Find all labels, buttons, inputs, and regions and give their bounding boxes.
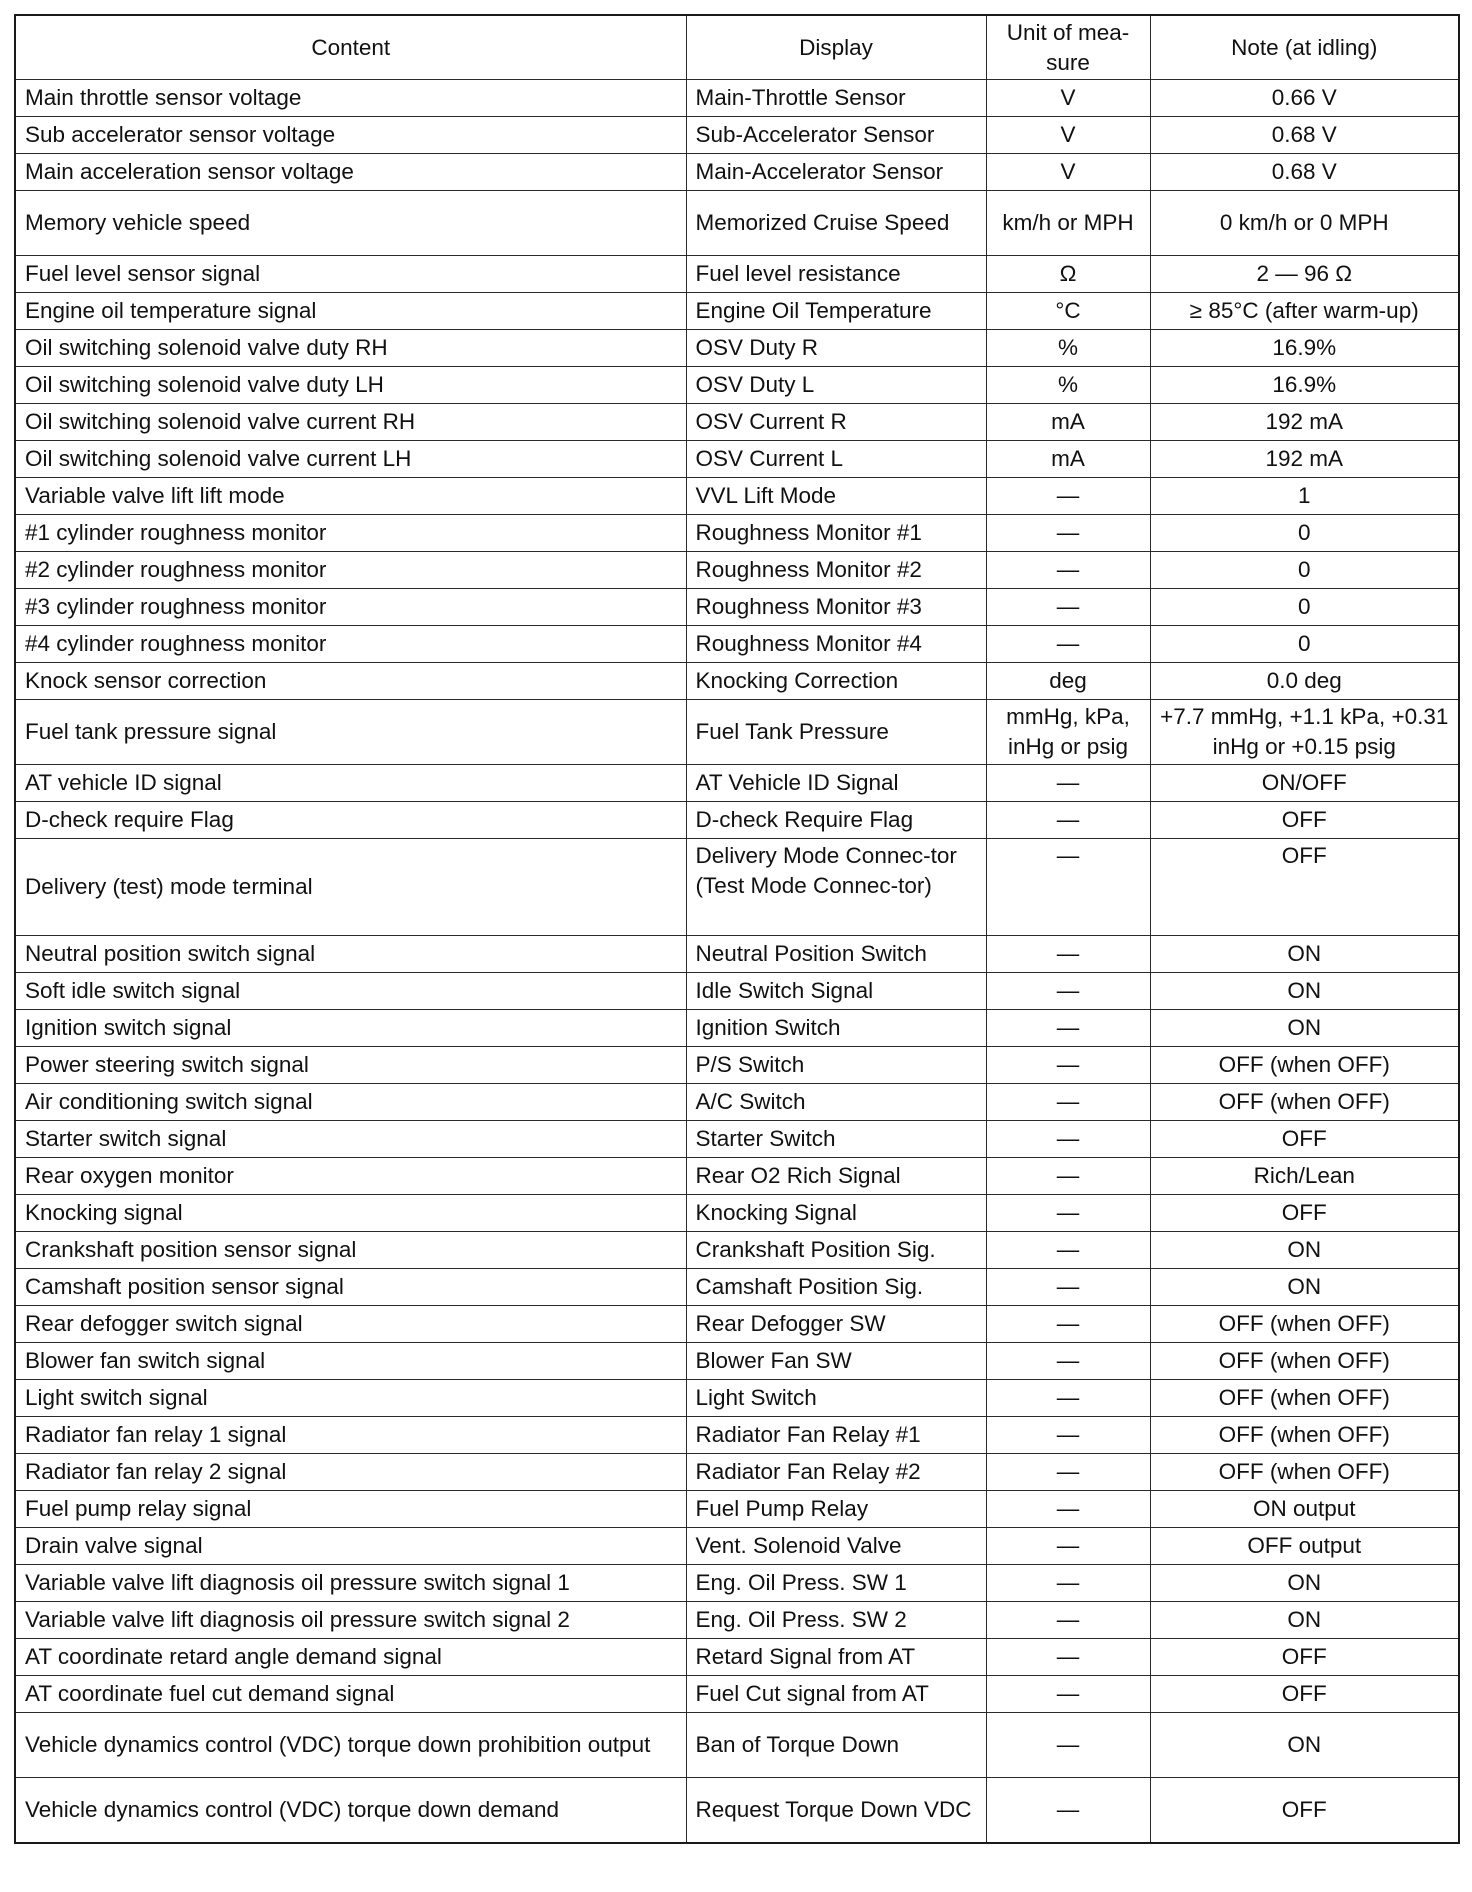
- table-row: [15, 700, 1459, 765]
- cell-content: Drain valve signal: [15, 1528, 686, 1565]
- cell-unit: °C: [986, 293, 1150, 330]
- table-row: [15, 441, 1459, 478]
- cell-display: OSV Duty L: [686, 367, 986, 404]
- cell-content: Knock sensor correction: [15, 663, 686, 700]
- cell-content: Variable valve lift diagnosis oil pressure switch signal 1: [15, 1565, 686, 1602]
- cell-display: Eng. Oil Press. SW 2: [686, 1602, 986, 1639]
- cell-note: OFF output: [1150, 1528, 1459, 1565]
- cell-display: Eng. Oil Press. SW 1: [686, 1565, 986, 1602]
- table-row: [15, 552, 1459, 589]
- cell-display: Request Torque Down VDC: [686, 1778, 986, 1844]
- cell-content: #2 cylinder roughness monitor: [15, 552, 686, 589]
- cell-unit: —: [986, 973, 1150, 1010]
- cell-note: OFF: [1150, 1778, 1459, 1844]
- cell-content: AT coordinate retard angle demand signal: [15, 1639, 686, 1676]
- cell-unit: %: [986, 330, 1150, 367]
- table-row: [15, 1010, 1459, 1047]
- cell-display: Engine Oil Temperature: [686, 293, 986, 330]
- cell-note: 0: [1150, 515, 1459, 552]
- cell-unit: —: [986, 515, 1150, 552]
- cell-note: 0.68 V: [1150, 154, 1459, 191]
- cell-display: Starter Switch: [686, 1121, 986, 1158]
- cell-content: Main throttle sensor voltage: [15, 80, 686, 117]
- cell-unit: mA: [986, 441, 1150, 478]
- table-row: [15, 1713, 1459, 1778]
- table-row: [15, 1602, 1459, 1639]
- cell-unit: V: [986, 80, 1150, 117]
- table-row: [15, 1121, 1459, 1158]
- cell-unit: —: [986, 1084, 1150, 1121]
- cell-content: Knocking signal: [15, 1195, 686, 1232]
- cell-display: Roughness Monitor #3: [686, 589, 986, 626]
- cell-content: Sub accelerator sensor voltage: [15, 117, 686, 154]
- cell-note: OFF (when OFF): [1150, 1343, 1459, 1380]
- cell-unit: —: [986, 1306, 1150, 1343]
- cell-unit: —: [986, 1047, 1150, 1084]
- header-row: [15, 15, 1459, 80]
- table-row: [15, 1528, 1459, 1565]
- cell-unit: Ω: [986, 256, 1150, 293]
- cell-display: Memorized Cruise Speed: [686, 191, 986, 256]
- table-row: [15, 191, 1459, 256]
- cell-content: #4 cylinder roughness monitor: [15, 626, 686, 663]
- cell-note: 2 — 96 Ω: [1150, 256, 1459, 293]
- cell-display: Radiator Fan Relay #2: [686, 1454, 986, 1491]
- cell-note: 0 km/h or 0 MPH: [1150, 191, 1459, 256]
- cell-note: 1: [1150, 478, 1459, 515]
- cell-display: OSV Current L: [686, 441, 986, 478]
- cell-content: Variable valve lift lift mode: [15, 478, 686, 515]
- cell-note: OFF: [1150, 1639, 1459, 1676]
- cell-display: Main-Accelerator Sensor: [686, 154, 986, 191]
- cell-note: OFF (when OFF): [1150, 1380, 1459, 1417]
- header-note: Note (at idling): [1150, 15, 1459, 80]
- cell-unit: —: [986, 626, 1150, 663]
- cell-display: D-check Require Flag: [686, 802, 986, 839]
- cell-note: ON output: [1150, 1491, 1459, 1528]
- cell-note: 16.9%: [1150, 330, 1459, 367]
- cell-note: 16.9%: [1150, 367, 1459, 404]
- cell-unit: —: [986, 802, 1150, 839]
- table-row: [15, 1565, 1459, 1602]
- table-row: [15, 973, 1459, 1010]
- table-row: [15, 256, 1459, 293]
- cell-unit: deg: [986, 663, 1150, 700]
- cell-display: Vent. Solenoid Valve: [686, 1528, 986, 1565]
- cell-unit: —: [986, 589, 1150, 626]
- cell-note: ON: [1150, 1565, 1459, 1602]
- cell-content: Radiator fan relay 2 signal: [15, 1454, 686, 1491]
- cell-unit: V: [986, 154, 1150, 191]
- cell-content: Camshaft position sensor signal: [15, 1269, 686, 1306]
- table-row: [15, 765, 1459, 802]
- table-row: [15, 1306, 1459, 1343]
- cell-display: Fuel Pump Relay: [686, 1491, 986, 1528]
- cell-unit: —: [986, 1195, 1150, 1232]
- document-page: [14, 14, 1458, 1844]
- cell-display: VVL Lift Mode: [686, 478, 986, 515]
- cell-note: ON: [1150, 936, 1459, 973]
- cell-content: Memory vehicle speed: [15, 191, 686, 256]
- cell-display: Blower Fan SW: [686, 1343, 986, 1380]
- cell-display: Main-Throttle Sensor: [686, 80, 986, 117]
- table-row: [15, 1269, 1459, 1306]
- cell-note: 0: [1150, 589, 1459, 626]
- cell-display: A/C Switch: [686, 1084, 986, 1121]
- cell-unit: —: [986, 1158, 1150, 1195]
- table-row: [15, 839, 1459, 936]
- cell-unit: —: [986, 1778, 1150, 1844]
- cell-unit: mA: [986, 404, 1150, 441]
- cell-unit: %: [986, 367, 1150, 404]
- table-row: [15, 1084, 1459, 1121]
- cell-unit: —: [986, 1639, 1150, 1676]
- cell-unit: —: [986, 839, 1150, 936]
- cell-unit: —: [986, 1269, 1150, 1306]
- cell-unit: —: [986, 478, 1150, 515]
- cell-note: ≥ 85°C (after warm-up): [1150, 293, 1459, 330]
- cell-note: 0: [1150, 552, 1459, 589]
- cell-note: OFF (when OFF): [1150, 1047, 1459, 1084]
- cell-display: Delivery Mode Connec-tor (Test Mode Connec-tor): [686, 839, 986, 936]
- table-row: [15, 936, 1459, 973]
- cell-unit: —: [986, 1232, 1150, 1269]
- table-row: [15, 404, 1459, 441]
- cell-unit: V: [986, 117, 1150, 154]
- cell-note: OFF: [1150, 1121, 1459, 1158]
- table-row: [15, 1343, 1459, 1380]
- cell-display: Fuel level resistance: [686, 256, 986, 293]
- cell-content: Oil switching solenoid valve current RH: [15, 404, 686, 441]
- cell-display: Fuel Tank Pressure: [686, 700, 986, 765]
- cell-display: Crankshaft Position Sig.: [686, 1232, 986, 1269]
- cell-content: Engine oil temperature signal: [15, 293, 686, 330]
- table-row: [15, 367, 1459, 404]
- cell-unit: —: [986, 1121, 1150, 1158]
- cell-content: Starter switch signal: [15, 1121, 686, 1158]
- table-row: [15, 1232, 1459, 1269]
- cell-note: OFF (when OFF): [1150, 1454, 1459, 1491]
- cell-content: Main acceleration sensor voltage: [15, 154, 686, 191]
- cell-display: AT Vehicle ID Signal: [686, 765, 986, 802]
- cell-display: P/S Switch: [686, 1047, 986, 1084]
- cell-display: OSV Duty R: [686, 330, 986, 367]
- cell-content: Rear defogger switch signal: [15, 1306, 686, 1343]
- table-row: [15, 478, 1459, 515]
- cell-display: Neutral Position Switch: [686, 936, 986, 973]
- table-row: [15, 330, 1459, 367]
- cell-content: Oil switching solenoid valve current LH: [15, 441, 686, 478]
- table-row: [15, 515, 1459, 552]
- cell-content: Vehicle dynamics control (VDC) torque down prohibition output: [15, 1713, 686, 1778]
- cell-display: Roughness Monitor #4: [686, 626, 986, 663]
- cell-content: Rear oxygen monitor: [15, 1158, 686, 1195]
- data-monitor-table: [14, 14, 1460, 1844]
- table-row: [15, 117, 1459, 154]
- cell-content: Fuel tank pressure signal: [15, 700, 686, 765]
- cell-display: Ban of Torque Down: [686, 1713, 986, 1778]
- cell-display: Light Switch: [686, 1380, 986, 1417]
- cell-content: Blower fan switch signal: [15, 1343, 686, 1380]
- cell-unit: —: [986, 1602, 1150, 1639]
- cell-note: 192 mA: [1150, 404, 1459, 441]
- cell-content: Delivery (test) mode terminal: [15, 839, 686, 936]
- cell-display: Radiator Fan Relay #1: [686, 1417, 986, 1454]
- cell-note: +7.7 mmHg, +1.1 kPa, +0.31 inHg or +0.15 psig: [1150, 700, 1459, 765]
- header-unit: Unit of mea-sure: [986, 15, 1150, 80]
- cell-note: OFF (when OFF): [1150, 1306, 1459, 1343]
- cell-display: Rear Defogger SW: [686, 1306, 986, 1343]
- table-row: [15, 1491, 1459, 1528]
- cell-unit: —: [986, 1417, 1150, 1454]
- cell-content: Variable valve lift diagnosis oil pressure switch signal 2: [15, 1602, 686, 1639]
- cell-content: Air conditioning switch signal: [15, 1084, 686, 1121]
- cell-unit: —: [986, 765, 1150, 802]
- cell-note: OFF: [1150, 1195, 1459, 1232]
- cell-content: Fuel pump relay signal: [15, 1491, 686, 1528]
- cell-content: Crankshaft position sensor signal: [15, 1232, 686, 1269]
- cell-display: Ignition Switch: [686, 1010, 986, 1047]
- cell-display: Sub-Accelerator Sensor: [686, 117, 986, 154]
- cell-display: Fuel Cut signal from AT: [686, 1676, 986, 1713]
- cell-note: OFF: [1150, 839, 1459, 936]
- cell-note: OFF (when OFF): [1150, 1084, 1459, 1121]
- header-content: Content: [15, 15, 686, 80]
- cell-content: AT vehicle ID signal: [15, 765, 686, 802]
- cell-content: Vehicle dynamics control (VDC) torque down demand: [15, 1778, 686, 1844]
- cell-note: 0: [1150, 626, 1459, 663]
- cell-content: Light switch signal: [15, 1380, 686, 1417]
- cell-note: ON: [1150, 1010, 1459, 1047]
- table-row: [15, 802, 1459, 839]
- cell-unit: —: [986, 552, 1150, 589]
- cell-unit: mmHg, kPa, inHg or psig: [986, 700, 1150, 765]
- cell-note: ON: [1150, 973, 1459, 1010]
- table-row: [15, 1047, 1459, 1084]
- table-row: [15, 1380, 1459, 1417]
- cell-note: 0.66 V: [1150, 80, 1459, 117]
- cell-unit: —: [986, 1491, 1150, 1528]
- cell-content: #3 cylinder roughness monitor: [15, 589, 686, 626]
- cell-display: Retard Signal from AT: [686, 1639, 986, 1676]
- header-display: Display: [686, 15, 986, 80]
- table-row: [15, 154, 1459, 191]
- table-row: [15, 1639, 1459, 1676]
- table-row: [15, 80, 1459, 117]
- cell-unit: —: [986, 1676, 1150, 1713]
- cell-unit: —: [986, 1380, 1150, 1417]
- cell-unit: —: [986, 1565, 1150, 1602]
- cell-note: OFF (when OFF): [1150, 1417, 1459, 1454]
- table-row: [15, 1417, 1459, 1454]
- cell-content: Radiator fan relay 1 signal: [15, 1417, 686, 1454]
- cell-unit: km/h or MPH: [986, 191, 1150, 256]
- cell-unit: —: [986, 1010, 1150, 1047]
- cell-content: Oil switching solenoid valve duty RH: [15, 330, 686, 367]
- cell-display: Knocking Signal: [686, 1195, 986, 1232]
- cell-unit: —: [986, 1713, 1150, 1778]
- table-row: [15, 1778, 1459, 1844]
- cell-content: Neutral position switch signal: [15, 936, 686, 973]
- cell-content: AT coordinate fuel cut demand signal: [15, 1676, 686, 1713]
- cell-note: ON: [1150, 1713, 1459, 1778]
- table-row: [15, 589, 1459, 626]
- table-row: [15, 1158, 1459, 1195]
- cell-note: ON: [1150, 1602, 1459, 1639]
- cell-note: 192 mA: [1150, 441, 1459, 478]
- cell-display: Camshaft Position Sig.: [686, 1269, 986, 1306]
- cell-note: Rich/Lean: [1150, 1158, 1459, 1195]
- cell-unit: —: [986, 1454, 1150, 1491]
- table-row: [15, 1676, 1459, 1713]
- cell-content: Oil switching solenoid valve duty LH: [15, 367, 686, 404]
- cell-note: 0.0 deg: [1150, 663, 1459, 700]
- cell-display: Rear O2 Rich Signal: [686, 1158, 986, 1195]
- table-row: [15, 626, 1459, 663]
- cell-note: ON: [1150, 1232, 1459, 1269]
- cell-note: OFF: [1150, 1676, 1459, 1713]
- cell-content: Ignition switch signal: [15, 1010, 686, 1047]
- cell-display: Knocking Correction: [686, 663, 986, 700]
- cell-content: D-check require Flag: [15, 802, 686, 839]
- cell-unit: —: [986, 936, 1150, 973]
- cell-note: 0.68 V: [1150, 117, 1459, 154]
- table-row: [15, 293, 1459, 330]
- cell-unit: —: [986, 1528, 1150, 1565]
- cell-content: #1 cylinder roughness monitor: [15, 515, 686, 552]
- cell-display: OSV Current R: [686, 404, 986, 441]
- cell-display: Roughness Monitor #1: [686, 515, 986, 552]
- table-row: [15, 1195, 1459, 1232]
- cell-display: Idle Switch Signal: [686, 973, 986, 1010]
- cell-content: Fuel level sensor signal: [15, 256, 686, 293]
- cell-note: OFF: [1150, 802, 1459, 839]
- cell-content: Power steering switch signal: [15, 1047, 686, 1084]
- cell-note: ON: [1150, 1269, 1459, 1306]
- cell-display: Roughness Monitor #2: [686, 552, 986, 589]
- cell-content: Soft idle switch signal: [15, 973, 686, 1010]
- cell-note: ON/OFF: [1150, 765, 1459, 802]
- table-row: [15, 663, 1459, 700]
- cell-unit: —: [986, 1343, 1150, 1380]
- table-row: [15, 1454, 1459, 1491]
